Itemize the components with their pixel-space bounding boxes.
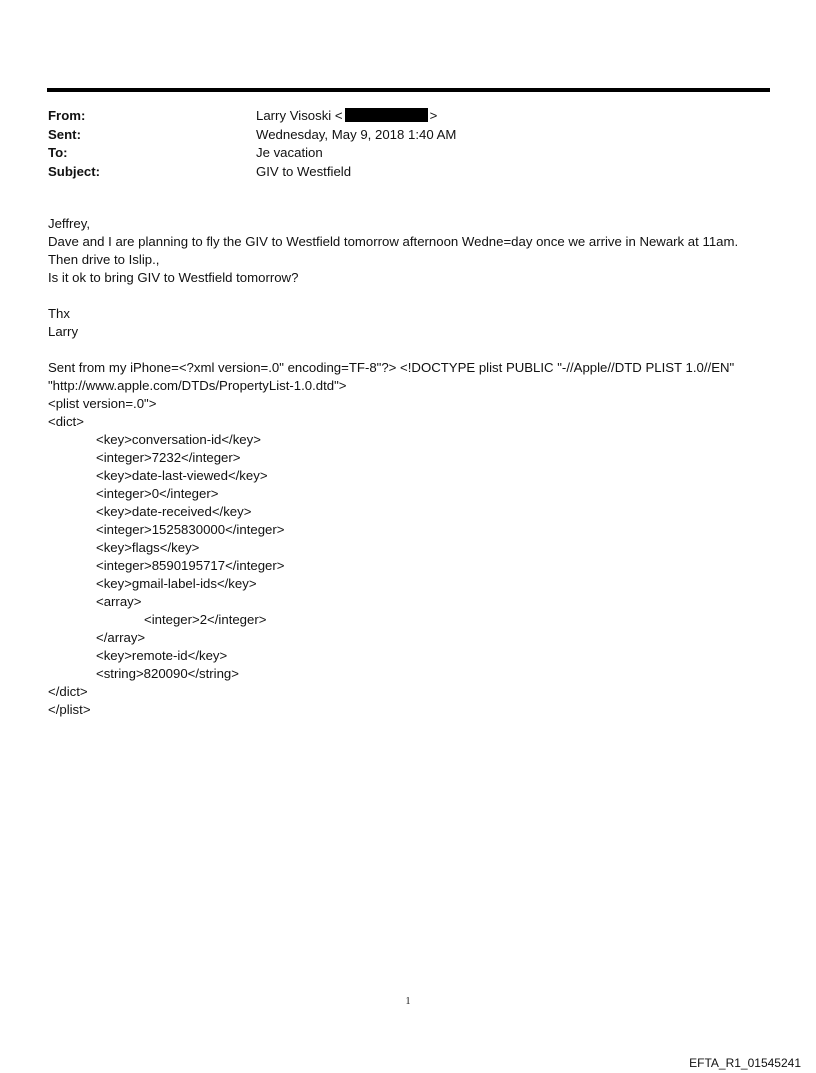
body-line: Dave and I are planning to fly the GIV to Westfield tomorrow afternoon Wedne=day once we arrive in Newark at 11am. [48, 234, 739, 249]
body-line: Is it ok to bring GIV to Westfield tomorrow? [48, 270, 299, 285]
plist-close: </plist> [48, 702, 91, 717]
plist-line: </array> [96, 630, 146, 645]
email-headers [48, 107, 768, 181]
plist-open: <plist version=.0"> [48, 396, 157, 411]
plist-line: <key>remote-id</key> [96, 648, 228, 663]
from-close: > [429, 108, 438, 123]
dict-open: <dict> [48, 414, 84, 429]
subject-row [48, 163, 768, 182]
plist-line: <string>820090</string> [96, 666, 239, 681]
greeting: Jeffrey, [48, 216, 91, 231]
plist-line: <integer>8590195717</integer> [96, 558, 285, 573]
from-label: From: [48, 108, 86, 123]
page-number: 1 [405, 996, 411, 1007]
subject-label: Subject: [48, 163, 101, 179]
body-line: Then drive to Islip., [48, 252, 160, 267]
dtd-url-line: "http://www.apple.com/DTDs/PropertyList-1.0.dtd"> [48, 378, 347, 393]
spacer [48, 287, 788, 305]
signoff: Thx [48, 306, 70, 321]
sent-label: Sent: [48, 126, 81, 142]
plist-line: <key>conversation-id</key> [96, 432, 261, 447]
dict-close: </dict> [48, 684, 88, 699]
plist-line: <integer>7232</integer> [96, 450, 241, 465]
header-divider [47, 88, 770, 92]
plist-line: <key>gmail-label-ids</key> [96, 576, 257, 591]
to-label: To: [48, 145, 68, 160]
sent-value: Wednesday, May 9, 2018 1:40 AM [256, 126, 457, 142]
spacer [48, 341, 788, 359]
email-body [48, 215, 788, 719]
plist-array-item: <integer>2</integer> [144, 612, 267, 627]
from-name: Larry Visoski < [256, 108, 343, 123]
sent-from-line: Sent from my iPhone=<?xml version=.0" encoding=TF-8"?> <!DOCTYPE plist PUBLIC "-//Apple//DTD PLIST 1.0//EN" [48, 360, 735, 375]
plist-line: <key>date-received</key> [96, 504, 252, 519]
plist-line: <integer>0</integer> [96, 486, 219, 501]
from-row [48, 107, 768, 126]
sent-row [48, 126, 768, 145]
plist-line: <key>date-last-viewed</key> [96, 468, 268, 483]
bates-stamp: EFTA_R1_01545241 [689, 1056, 801, 1070]
signature: Larry [48, 324, 79, 339]
subject-value: GIV to Westfield [256, 163, 352, 179]
plist-line: <array> [96, 594, 142, 609]
redaction-box [345, 108, 428, 122]
to-row [48, 144, 768, 163]
to-value: Je vacation [256, 145, 323, 160]
plist-line: <key>flags</key> [96, 540, 200, 555]
plist-line: <integer>1525830000</integer> [96, 522, 285, 537]
from-value [256, 107, 768, 126]
